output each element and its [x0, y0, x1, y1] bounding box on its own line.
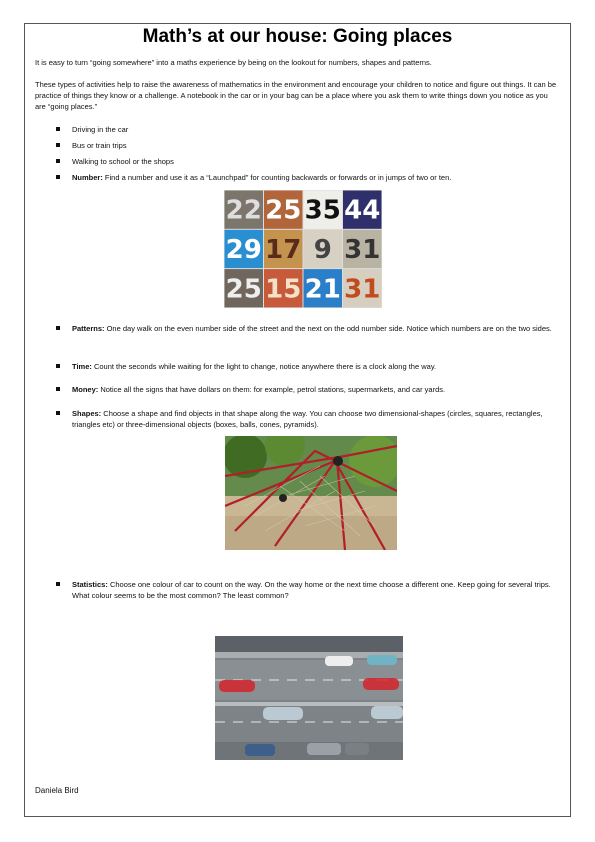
number-tile-label: 31 [344, 274, 381, 305]
number-tile-label: 29 [225, 234, 262, 265]
bullet-marker [56, 127, 60, 131]
street-cars-photo [215, 636, 403, 760]
bullet-marker [56, 387, 60, 391]
number-tile-label: 25 [225, 274, 262, 305]
author-name: Daniela Bird [35, 786, 79, 795]
number-tile-label: 44 [344, 195, 381, 226]
intro-paragraph: It is easy to turn “going somewhere” into a maths experience by being on the lookout for numbers, shapes and patterns. [35, 58, 432, 67]
bullet-marker [56, 175, 60, 179]
intro-paragraph-2: These types of activities help to raise the awareness of mathematics in the environment and encourage your children to notice and figure out things. It can be practice of things they know or a challenge. A notebook in the car or in your bag can be a place where you ask them to write things down you notice as you are “going places.” [35, 80, 557, 111]
house-numbers-photo [224, 190, 382, 308]
number-tile-label: 22 [225, 195, 262, 226]
number-tile-label: 15 [265, 274, 302, 305]
bullet-marker [56, 143, 60, 147]
number-tile-label: 31 [344, 234, 381, 265]
bullet-marker [56, 364, 60, 368]
bullet-marker [56, 582, 60, 586]
number-tile-label: 17 [265, 234, 302, 265]
number-tile-label: 21 [304, 274, 341, 305]
bullet-marker [56, 159, 60, 163]
number-tile-label: 35 [304, 195, 341, 226]
number-tile-label: 25 [265, 195, 302, 226]
playground-climbing-frame-photo [225, 436, 397, 550]
bullet-marker [56, 411, 60, 415]
bullet-marker [56, 326, 60, 330]
page-title: Math’s at our house: Going places [142, 26, 453, 47]
number-tile-label: 9 [313, 234, 332, 265]
